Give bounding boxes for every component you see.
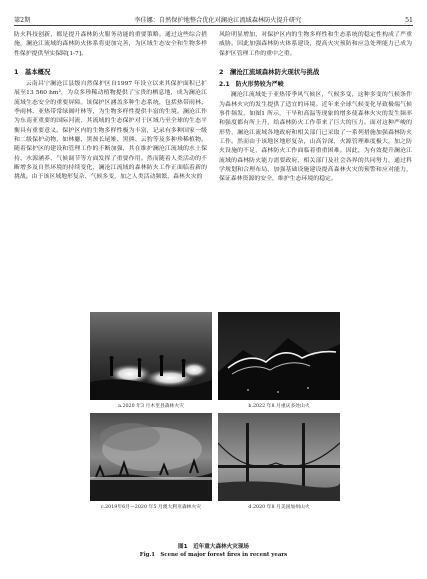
paragraph: 防火科技创新，都是提升森林防火服务功能的重要策略。通过这些综合措施，澜沧江流域的森林防火体系将更加完善，为区域生态安全和生物多样性保护提供坚实保障[1-7]。 [14,32,207,57]
panel-caption: b.2022 年8 月重庆多处山火 [248,404,310,409]
right-column [219,31,412,184]
header-rule [14,25,413,26]
section-heading: 1 基本概况 [14,67,51,76]
figure-title-en: Fig.1 Scene of major forest fires in recent years [139,552,288,558]
figure-1 [90,312,340,514]
photo-night-mountain-fire [218,312,340,400]
panel-caption: c.2019年6月—2020 年5 月澳大利亚森林火灾 [100,505,202,510]
subsection-heading: 2.1 防火形势较为严峻 [219,81,284,89]
panel-caption: a.2020 年3 月木里县森林火灾 [118,404,184,409]
section-heading: 2 澜沧江流域森林防火现状与挑战 [219,67,320,76]
running-header [14,12,413,24]
photo-bushfire-smoke [90,413,212,501]
page-number: 51 [405,17,413,24]
paragraph: 云南昌宁澜沧江县级自然保护区自1997 年设立以来其保护面积已扩展至13 560 hm²，为众多珍稀动植物提供了宝贵的栖息地，成为澜沧江流域生态安全的重要屏障。该保护区涵盖多种生态系统，包括热带雨林、季雨林、亚热带常绿阔叶林等，为生物多样性提供丰富的生境。澜沧江作为东南亚重要的国际河流，其流域的生态保护对于区域乃至全球的生态平衡具有重要意义。保护区内的生物多样性极为丰富，记录有多种国家一级和二级保护动物，如林麝、黑颈长尾雉、黑熊、云豹等及多种珍稀植物。随着保护区的建设和管理工作的不断加强，其在维护澜沧江流域的水土保持、水源涵养、气候调节等方面发挥了重要作用。然而随着人类活动的不断增多及自然环境的持续变化，澜沧江流域的森林防火工作正面临着新的挑战。由于该区域地形复杂、气候多变，加之人类活动频繁，森林火灾的 [14,81,207,181]
figure-title-cn: 图1 近年重大森林火灾现场 [177,544,250,550]
figure-panel-d [218,413,340,511]
paragraph: 澜沧江流域处于亚热带季风气候区，气候多变，这种多变的气候条件为森林火灾的发生提供了适宜的环境。近年来全球气候变化导致极端气候事件频发，如图1 所示，干旱和高温等现象的增多使森林火灾的发生频率和强度都有所上升，给森林防火工作带来了巨大的压力。面对这种严峻的形势，澜沧江流域各地政府和相关部门已采取了一系列措施加强森林防火工作。然而由于该地区地形复杂，山高谷深，火源管理难度极大，加之防火设施的不足，森林防火工作面临着重重困难。因此，为有效提升澜沧江流域的森林防火能力需要政府、相关部门及社会各界的共同努力，通过科学规划和合理布局，加强基础设施建设提高森林火灾的预警和应对能力，保证森林资源的安全，维护生态环境的稳定。 [219,92,412,183]
photo-bridge-wildfire [218,413,340,501]
panel-caption: d.2020 年8 月美国加州山火 [248,505,310,510]
figure-panel-b [218,312,340,410]
left-column [14,31,207,182]
issue-label: 第2期 [14,17,31,24]
figure-panel-a [90,312,212,410]
photo-firefighters [90,312,212,400]
figure-panel-c [90,413,212,511]
paragraph: 风险明显增加，对保护区内的生物多样性和生态系统的稳定性构成了严重威胁。因此加强森林防火体系建设，提高火灾预防和应急处理能力已成为保护区管理工作的重中之重。 [219,32,412,57]
running-title: 李佳娜：自然保护地整合优化对澜沧江流域森林防火提升研究 [134,17,302,24]
